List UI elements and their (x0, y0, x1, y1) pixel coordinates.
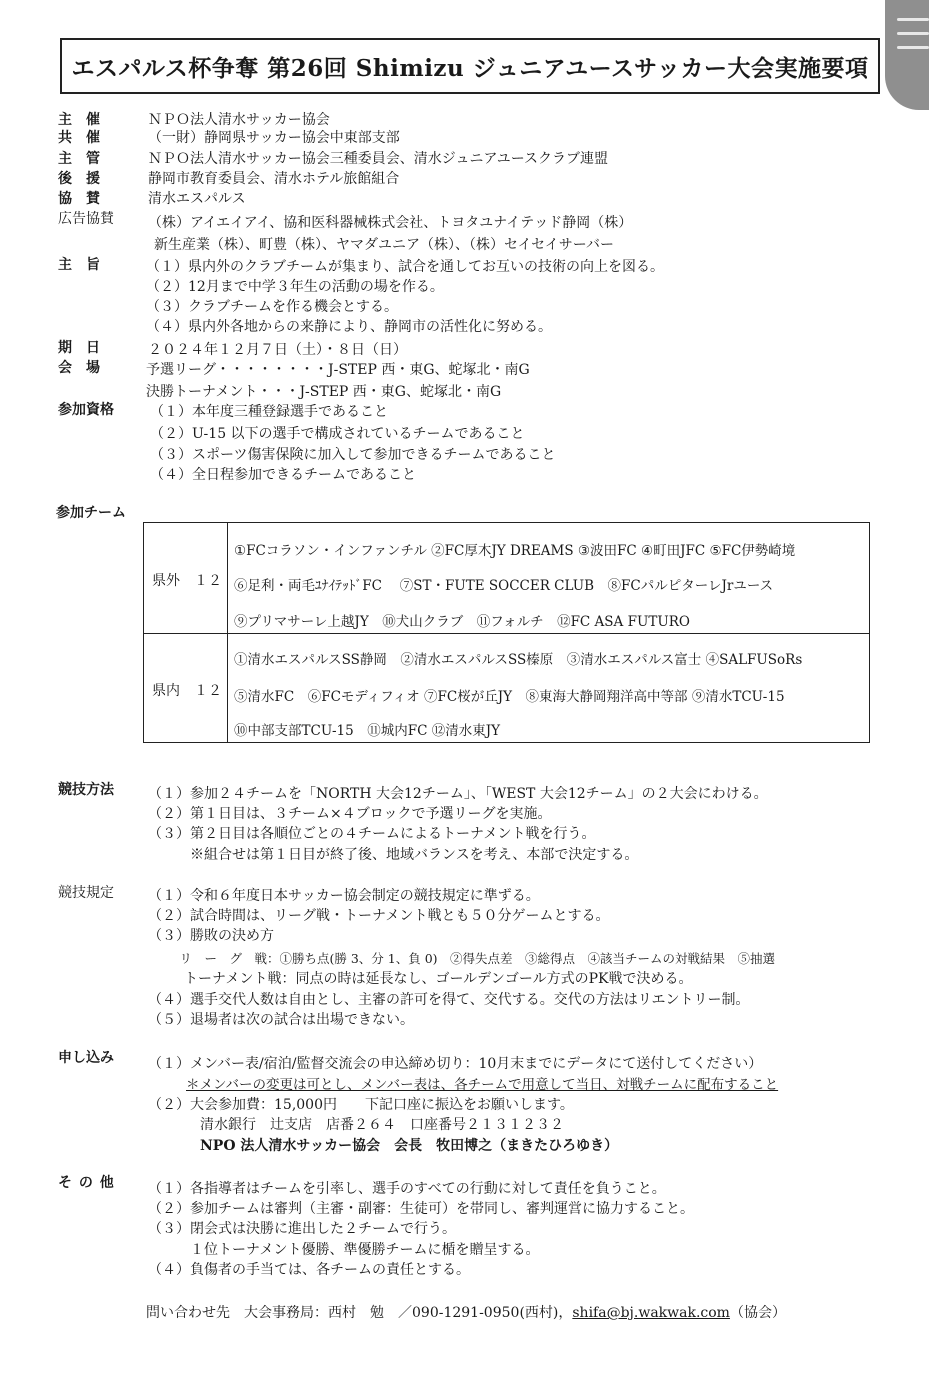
ad-sponsor-text-2: 新生産業（株）、町豊（株）、ヤマダユニア（株）、（株）セイセイサーバー (154, 237, 615, 253)
label-cohost: 共 催 (58, 130, 100, 146)
label-application: 申し込み (58, 1050, 114, 1066)
method-item: （３）第２日目は各順位ごとの４チームによるトーナメント戦を行う。 (148, 826, 596, 842)
rules-item: （２）試合時間は、リーグ戦・トーナメント戦とも５０分ゲームとする。 (148, 908, 610, 924)
inside-teams-row: ①清水エスパルスSS静岡 ②清水エスパルスSS榛原 ③清水エスパルス富士 ④SALFUSoRs (234, 652, 803, 668)
rules-item: （３）勝敗の決め方 (148, 928, 274, 944)
other-item: （１）各指導者はチームを引率し、選手のすべての行動に対して責任を負うこと。 (148, 1181, 666, 1197)
host-text: ＮＰＯ法人清水サッカー協会 (148, 112, 330, 128)
label-sponsor: 協 賛 (58, 191, 100, 207)
outside-teams-row: ⑥足利・両毛ﾕﾅｲﾃｯﾄﾞFC ⑦ST・FUTE SOCCER CLUB ⑧FCパルピターレJrユース (234, 578, 774, 594)
menu-icon-bar (897, 32, 929, 35)
contact-line (146, 1304, 786, 1322)
teams-table (143, 522, 870, 743)
ad-sponsor-text: （株）アイエイアイ、協和医科器械株式会社、トヨタユナイテッド静岡（株） (148, 215, 633, 231)
account-holder: NPO 法人清水サッカー協会 会長 牧田博之（まきたひろゆき） (200, 1138, 619, 1154)
rules-item: （１）令和６年度日本サッカー協会制定の競技規定に準ずる。 (148, 888, 540, 904)
purpose-item: （２）12月まで中学３年生の活動の場を作る。 (146, 279, 444, 295)
label-eligibility: 参加資格 (58, 402, 114, 418)
purpose-item: （４）県内外各地からの来静により、静岡市の活性化に努める。 (146, 319, 552, 335)
sponsor-text: 清水エスパルス (148, 191, 246, 207)
outside-teams-row: ⑨プリマサーレ上越JY ⑩犬山クラブ ⑪フォルチ ⑫FC ASA FUTURO (234, 614, 690, 630)
application-fee: （２）大会参加費：15,000円 下記口座に振込をお願いします。 (148, 1097, 574, 1113)
rules-item: リ ー グ 戦：①勝ち点(勝 3、分 1、負 0) ②得失点差 ③総得点 ④該当チームの対戦結果 ⑤抽選 (142, 951, 776, 966)
cohost-text: （一財）静岡県サッカー協会中東部支部 (148, 130, 400, 146)
purpose-item: （１）県内外のクラブチームが集まり、試合を通してお互いの技術の向上を図る。 (146, 259, 664, 275)
contact-prefix: 問い合わせ先 大会事務局：西村 勉 ／090-1291-0950(西村)， (146, 1305, 573, 1321)
label-purpose: 主 旨 (58, 257, 100, 273)
menu-button[interactable] (885, 0, 929, 110)
menu-icon-bar (897, 46, 929, 49)
label-method: 競技方法 (58, 782, 114, 798)
eligibility-item: （３）スポーツ傷害保険に加入して参加できるチームであること (150, 447, 556, 463)
application-deadline: （１）メンバー表/宿泊/監督交流会の申込締め切り：10月末までにデータにて送付してください） (148, 1056, 763, 1072)
label-ad-sponsor: 広告協賛 (58, 211, 114, 227)
label-teams: 参加チーム (56, 505, 126, 521)
inside-teams-row: ⑩中部支部TCU-15 ⑪城内FC ⑫清水東JY (234, 723, 501, 739)
period-text: ２０２４年１２月７日（土）・８日（日） (148, 342, 407, 358)
eligibility-item: （４）全日程参加できるチームであること (150, 467, 416, 483)
rules-item: （４）選手交代人数は自由とし、主審の許可を得て、交代する。交代の方法はリエントリー制。 (148, 992, 750, 1008)
venue-item: 予選リーグ・・・・・・・・J-STEP 西・東G、蛇塚北・南G (146, 362, 530, 378)
contact-suffix: （協会） (729, 1305, 786, 1321)
manager-text: ＮＰＯ法人清水サッカー協会三種委員会、清水ジュニアユースクラブ連盟 (148, 151, 609, 167)
label-venue: 会 場 (58, 360, 100, 376)
method-item: ※組合せは第１日目が終了後、地域バランスを考え、本部で決定する。 (148, 847, 639, 863)
purpose-item: （３）クラブチームを作る機会とする。 (146, 299, 398, 315)
document-title: エスパルス杯争奪 第26回 Shimizu ジュニアユースサッカー大会実施要項 (60, 38, 880, 94)
outside-group-label: 県外 １２ (152, 573, 222, 589)
label-host: 主 催 (58, 112, 100, 128)
label-support: 後 援 (58, 171, 100, 187)
label-other: そ の 他 (58, 1175, 115, 1191)
inside-teams-row: ⑤清水FC ⑥FCモディフィオ ⑦FC桜が丘JY ⑧東海大静岡翔洋高中等部 ⑨清水TCU-15 (234, 689, 785, 705)
eligibility-item: （１）本年度三種登録選手であること (150, 404, 388, 420)
label-manager: 主 管 (58, 151, 100, 167)
label-period: 期 日 (58, 340, 100, 356)
application-note: ＊メンバーの変更は可とし、メンバー表は、各チームで用意して当日、対戦チームに配布すること (186, 1077, 779, 1093)
rules-item: トーナメント戦：同点の時は延長なし、ゴールデンゴール方式のPK戦で決める。 (142, 971, 693, 987)
menu-icon (897, 18, 929, 21)
other-item: （３）閉会式は決勝に進出した２チームで行う。 (148, 1221, 456, 1237)
inside-group-label: 県内 １２ (152, 683, 222, 699)
other-item: １位トーナメント優勝、準優勝チームに楯を贈呈する。 (148, 1242, 540, 1258)
outside-teams-row: ①FCコラソン・インファンチル ②FC厚木JY DREAMS ③波田FC ④町田JFC ⑤FC伊勢崎境 (234, 543, 796, 559)
table-horizontal-divider (144, 633, 869, 634)
venue-item: 決勝トーナメント・・・J-STEP 西・東G、蛇塚北・南G (146, 384, 502, 400)
other-item: （４）負傷者の手当ては、各チームの責任とする。 (148, 1262, 470, 1278)
support-text: 静岡市教育委員会、清水ホテル旅館組合 (148, 171, 400, 187)
eligibility-item: （２）U-15 以下の選手で構成されているチームであること (150, 426, 525, 442)
bank-account: 清水銀行 辻支店 店番２６４ 口座番号２１３１２３２ (200, 1117, 564, 1133)
method-item: （１）参加２４チームを「NORTH 大会12チーム」、「WEST 大会12チーム」の２大会にわける。 (148, 786, 768, 802)
label-rules: 競技規定 (58, 885, 114, 901)
rules-item: （５）退場者は次の試合は出場できない。 (148, 1012, 414, 1028)
contact-email-link[interactable]: shifa@bj.wakwak.com (572, 1305, 730, 1321)
other-item: （２）参加チームは審判（主審・副審：生徒可）を帯同し、審判運営に協力すること。 (148, 1201, 694, 1217)
method-item: （２）第１日目は、３チーム×４ブロックで予選リーグを実施。 (148, 806, 552, 822)
